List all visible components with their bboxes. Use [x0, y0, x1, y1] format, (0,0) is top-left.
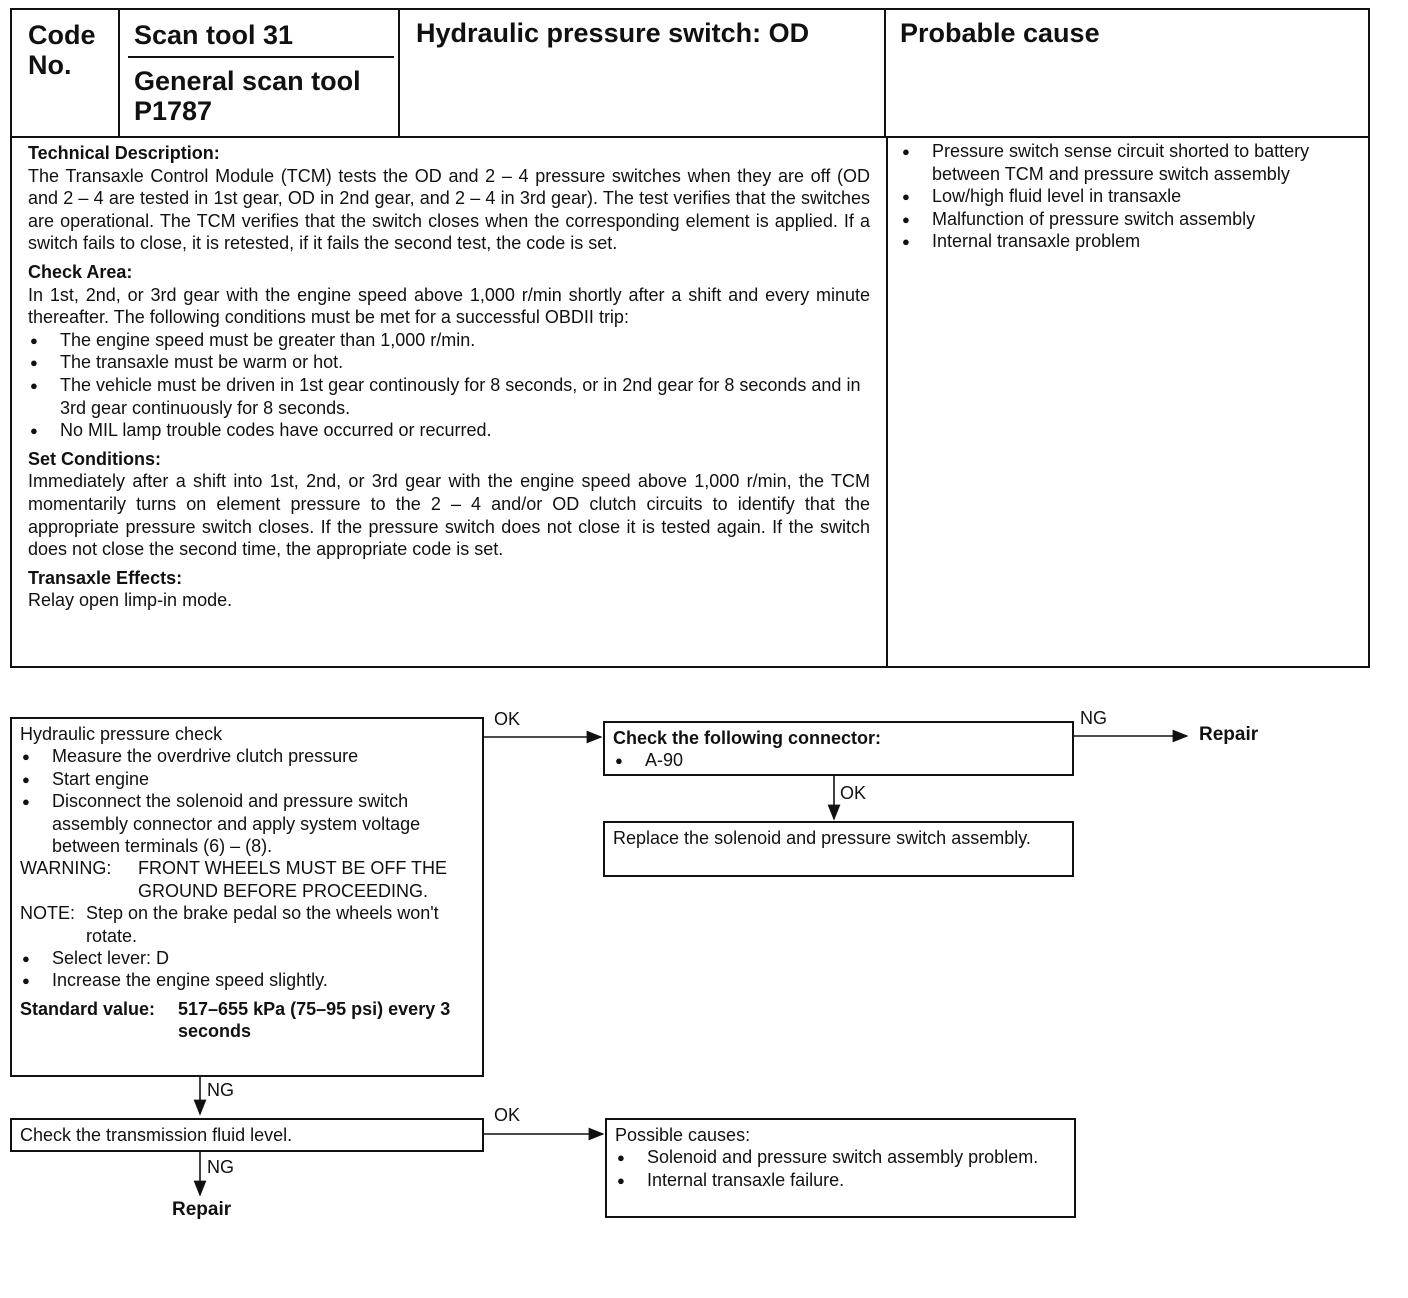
hyd-check-title: Hydraulic pressure check — [20, 724, 223, 744]
tech-text: The Transaxle Control Module (TCM) tests the OD and 2 – 4 pressure switches when they are off (OD and 2 – 4 are tested in 1st gear, OD in 2nd gear, and 2 – 4 in 3rd gear). The test verifies that the switches are operational. The TCM verifies that the switch closes when the corresponding element is applied. If a switch fails to close, it is retested, if it fails the second test, the code is set. — [28, 165, 870, 254]
ok-label: OK — [494, 709, 521, 729]
code-no-label: Code No. — [12, 10, 120, 136]
warning-text: FRONT WHEELS MUST BE OFF THE GROUND BEFORE PROCEEDING. — [138, 858, 448, 901]
list-item: ● Pressure switch sense circuit shorted to battery between TCM and pressure switch assembly — [900, 140, 1360, 185]
list-item: ● Internal transaxle problem — [900, 230, 1360, 253]
fluid-check-box: Check the transmission fluid level. — [10, 1118, 484, 1152]
ok-label: OK — [840, 783, 867, 803]
standard-value-text: 517–655 kPa (75–95 psi) every 3 seconds — [178, 998, 451, 1042]
hydraulic-check-box — [10, 717, 484, 1077]
warning — [20, 857, 474, 902]
repair-label: Repair — [172, 1199, 232, 1220]
tech-heading: Technical Description: — [28, 143, 220, 163]
ng-label: NG — [207, 1080, 234, 1100]
ng-label: NG — [207, 1157, 234, 1177]
check-text: In 1st, 2nd, or 3rd gear with the engine speed above 1,000 r/min shortly after a shift and every minute thereafter. The following conditions must be met for a successful OBDII trip: — [28, 284, 870, 328]
list-item: ● Malfunction of pressure switch assembly — [900, 208, 1360, 231]
note-key: NOTE: — [20, 903, 76, 924]
list-item: ● The engine speed must be greater than 1,000 r/min. — [28, 329, 870, 352]
list-item: ● Increase the engine speed slightly. — [20, 969, 474, 991]
possible-causes-box — [605, 1118, 1076, 1218]
connector-check-title: Check the following connector: — [613, 728, 882, 748]
probable-cause-label: Probable cause — [900, 18, 1100, 48]
scan-tool-code: Scan tool 31 — [128, 10, 394, 58]
standard-value — [20, 998, 474, 1043]
list-item: ● Solenoid and pressure switch assembly problem. — [615, 1146, 1066, 1168]
standard-key: Standard value: — [20, 998, 156, 1019]
list-item: ● Low/high fluid level in transaxle — [900, 185, 1360, 208]
list-item: ● A-90 — [613, 749, 1064, 771]
list-item: ● The vehicle must be driven in 1st gear continously for 8 seconds, or in 2nd gear for 8 seconds and in 3rd gear continuously for 8 seconds. — [28, 374, 870, 419]
note — [20, 902, 474, 947]
effects-text: Relay open limp-in mode. — [28, 590, 233, 611]
general-scan-tool-code: General scan tool P1787 — [134, 66, 361, 126]
list-item: ● Start engine — [20, 768, 474, 790]
list-item: ● No MIL lamp trouble codes have occurred or recurred. — [28, 419, 870, 442]
list-item: ● Measure the overdrive clutch pressure — [20, 745, 474, 767]
check-heading: Check Area: — [28, 261, 133, 282]
list-item: ● Select lever: D — [20, 947, 474, 969]
page-title: Hydraulic pressure switch: OD — [400, 10, 886, 136]
note-text: Step on the brake pedal so the wheels won't rotate. — [86, 903, 439, 946]
set-text: Immediately after a shift into 1st, 2nd, or 3rd gear with the engine speed above 1,000 r/min, the TCM momentarily turns on element pressure to the 2 – 4 and/or OD clutch circuits to identify that the appropriate pressure switch closes. If the pressure switch does not close it is tested again. If the switch does not close the second time, the appropriate code is set. — [28, 471, 870, 560]
effects-heading: Transaxle Effects: — [28, 567, 183, 588]
replace-box: Replace the solenoid and pressure switch assembly. — [603, 821, 1074, 877]
connector-check-box — [603, 721, 1074, 776]
list-item: ● The transaxle must be warm or hot. — [28, 351, 870, 374]
set-heading: Set Conditions: — [28, 448, 161, 469]
ok-label: OK — [494, 1105, 521, 1125]
ng-label: NG — [1080, 708, 1107, 728]
warning-key: WARNING: — [20, 858, 112, 879]
list-item: ● Internal transaxle failure. — [615, 1169, 1066, 1191]
repair-label: Repair — [1199, 724, 1259, 745]
list-item: ● Disconnect the solenoid and pressure switch assembly connector and apply system voltage between terminals (6) – (8). — [20, 790, 474, 857]
possible-causes-title: Possible causes: — [615, 1125, 751, 1145]
